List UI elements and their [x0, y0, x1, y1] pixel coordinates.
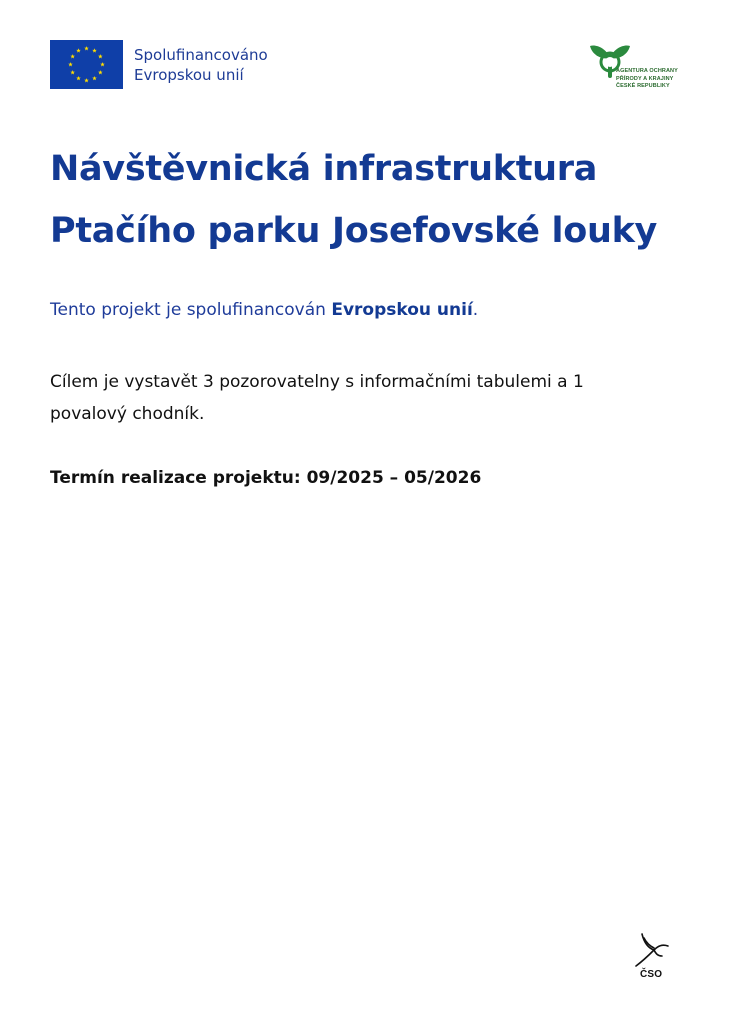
bird-icon [632, 932, 672, 968]
intro-emphasis: Evropskou unií [331, 300, 473, 320]
eu-cofunding-text [134, 45, 268, 85]
cso-logo [630, 932, 674, 984]
title-line1: Návštěvnická infrastruktura [50, 149, 598, 189]
page-title [50, 138, 700, 262]
aopk-text-line2: PŘÍRODY A KRAJINY [616, 75, 674, 82]
project-term: Termín realizace projektu: 09/2025 – 05/2026 [50, 468, 482, 488]
aopk-text-line3: ČESKÉ REPUBLIKY [616, 83, 670, 89]
aopk-logo [588, 40, 684, 96]
cofunding-statement [50, 296, 478, 324]
goal-line1: Cílem je vystavět 3 pozorovatelny s informačními tabulemi a 1 [50, 372, 584, 392]
intro-prefix: Tento projekt je spolufinancován [50, 300, 332, 320]
eu-flag-icon [50, 40, 123, 89]
title-line2: Ptačího parku Josefovské louky [50, 211, 658, 251]
intro-suffix: . [472, 300, 479, 320]
project-goal [50, 366, 690, 430]
cso-text: ČSO [640, 969, 663, 980]
aopk-text-line1: AGENTURA OCHRANY [616, 68, 678, 74]
eu-text-line1: Spolufinancováno [134, 45, 268, 64]
eu-text-line2: Evropskou unií [134, 65, 244, 84]
goal-line2: povalový chodník. [50, 404, 205, 424]
aopk-text [616, 68, 678, 91]
eu-cofunding-logo [50, 40, 268, 89]
